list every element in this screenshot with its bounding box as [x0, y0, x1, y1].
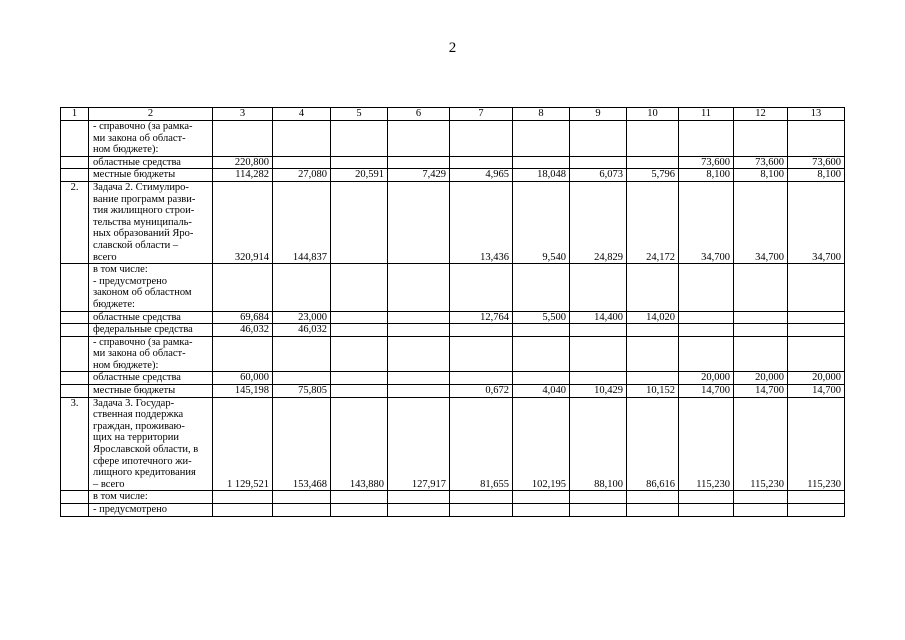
value-cell: 10,429 — [570, 385, 627, 398]
row-description: - справочно (за рамка- ми закона об област- ном бюджете): — [89, 336, 213, 372]
value-cell — [513, 504, 570, 517]
value-cell — [679, 336, 734, 372]
table-row — [61, 264, 845, 311]
value-cell: 143,880 — [331, 397, 388, 491]
value-cell — [513, 324, 570, 337]
value-cell: 153,468 — [273, 397, 331, 491]
value-cell — [627, 156, 679, 169]
value-cell: 20,000 — [734, 372, 788, 385]
value-cell — [627, 121, 679, 157]
value-cell — [213, 336, 273, 372]
value-cell — [331, 264, 388, 311]
value-cell — [450, 156, 513, 169]
value-cell — [513, 491, 570, 504]
value-cell — [331, 372, 388, 385]
column-header: 2 — [89, 108, 213, 121]
row-description: областные средства — [89, 372, 213, 385]
value-cell — [513, 372, 570, 385]
value-cell — [388, 336, 450, 372]
budget-table — [60, 107, 845, 517]
value-cell: 34,700 — [734, 181, 788, 263]
value-cell — [331, 336, 388, 372]
value-cell — [788, 121, 845, 157]
value-cell: 34,700 — [679, 181, 734, 263]
column-header: 9 — [570, 108, 627, 121]
value-cell: 14,020 — [627, 311, 679, 324]
table-row — [61, 397, 845, 491]
value-cell: 5,796 — [627, 169, 679, 182]
value-cell — [388, 324, 450, 337]
value-cell — [388, 504, 450, 517]
value-cell — [273, 504, 331, 517]
row-number — [61, 311, 89, 324]
value-cell — [734, 491, 788, 504]
column-header: 1 — [61, 108, 89, 121]
value-cell — [388, 121, 450, 157]
row-number — [61, 491, 89, 504]
value-cell — [788, 491, 845, 504]
value-cell: 88,100 — [570, 397, 627, 491]
value-cell: 220,800 — [213, 156, 273, 169]
value-cell: 34,700 — [788, 181, 845, 263]
value-cell — [388, 372, 450, 385]
value-cell — [273, 264, 331, 311]
value-cell — [788, 324, 845, 337]
value-cell — [627, 336, 679, 372]
value-cell — [450, 336, 513, 372]
value-cell: 115,230 — [788, 397, 845, 491]
value-cell: 9,540 — [513, 181, 570, 263]
value-cell — [331, 324, 388, 337]
row-number — [61, 169, 89, 182]
value-cell — [570, 504, 627, 517]
value-cell: 145,198 — [213, 385, 273, 398]
column-header: 6 — [388, 108, 450, 121]
column-header: 4 — [273, 108, 331, 121]
column-header: 10 — [627, 108, 679, 121]
value-cell — [331, 181, 388, 263]
value-cell: 7,429 — [388, 169, 450, 182]
row-number — [61, 336, 89, 372]
value-cell: 73,600 — [734, 156, 788, 169]
row-description: областные средства — [89, 156, 213, 169]
value-cell — [273, 372, 331, 385]
value-cell — [331, 121, 388, 157]
row-description: - предусмотрено — [89, 504, 213, 517]
value-cell: 14,700 — [734, 385, 788, 398]
value-cell — [331, 385, 388, 398]
value-cell: 102,195 — [513, 397, 570, 491]
value-cell — [273, 336, 331, 372]
value-cell — [679, 491, 734, 504]
value-cell — [273, 156, 331, 169]
value-cell: 24,172 — [627, 181, 679, 263]
value-cell — [788, 336, 845, 372]
value-cell: 115,230 — [734, 397, 788, 491]
value-cell — [213, 504, 273, 517]
column-header: 12 — [734, 108, 788, 121]
value-cell — [570, 336, 627, 372]
value-cell: 60,000 — [213, 372, 273, 385]
value-cell — [513, 156, 570, 169]
value-cell: 5,500 — [513, 311, 570, 324]
row-number: 3. — [61, 397, 89, 491]
row-number: 2. — [61, 181, 89, 263]
value-cell: 18,048 — [513, 169, 570, 182]
value-cell — [450, 491, 513, 504]
value-cell — [627, 491, 679, 504]
value-cell — [331, 156, 388, 169]
value-cell — [570, 491, 627, 504]
value-cell — [450, 324, 513, 337]
value-cell — [273, 121, 331, 157]
value-cell — [213, 264, 273, 311]
value-cell: 20,000 — [679, 372, 734, 385]
table-row — [61, 336, 845, 372]
value-cell — [788, 504, 845, 517]
value-cell — [213, 121, 273, 157]
value-cell — [627, 324, 679, 337]
value-cell — [788, 264, 845, 311]
table-header-row — [61, 108, 845, 121]
table-row — [61, 491, 845, 504]
row-number — [61, 372, 89, 385]
value-cell — [331, 491, 388, 504]
row-number — [61, 121, 89, 157]
row-description: Задача 3. Государ- ственная поддержка граждан, проживаю- щих на территории Ярославской области, в сфере ипотечного жи- лищного кредитования – всего — [89, 397, 213, 491]
value-cell: 8,100 — [734, 169, 788, 182]
value-cell: 75,805 — [273, 385, 331, 398]
value-cell — [734, 504, 788, 517]
value-cell: 69,684 — [213, 311, 273, 324]
row-number — [61, 264, 89, 311]
value-cell: 114,282 — [213, 169, 273, 182]
value-cell — [388, 491, 450, 504]
table-row — [61, 504, 845, 517]
value-cell — [213, 491, 273, 504]
table-row — [61, 156, 845, 169]
value-cell: 6,073 — [570, 169, 627, 182]
value-cell — [788, 311, 845, 324]
table-row — [61, 385, 845, 398]
value-cell: 73,600 — [679, 156, 734, 169]
value-cell — [734, 324, 788, 337]
row-description: областные средства — [89, 311, 213, 324]
value-cell: 13,436 — [450, 181, 513, 263]
value-cell — [627, 504, 679, 517]
row-description: местные бюджеты — [89, 169, 213, 182]
value-cell — [679, 324, 734, 337]
value-cell: 24,829 — [570, 181, 627, 263]
row-description: - справочно (за рамка- ми закона об област- ном бюджете): — [89, 121, 213, 157]
column-header: 11 — [679, 108, 734, 121]
value-cell: 115,230 — [679, 397, 734, 491]
value-cell — [450, 121, 513, 157]
column-header: 3 — [213, 108, 273, 121]
value-cell — [570, 324, 627, 337]
column-header: 13 — [788, 108, 845, 121]
value-cell — [388, 385, 450, 398]
row-description: в том числе: — [89, 491, 213, 504]
value-cell — [450, 504, 513, 517]
column-header: 7 — [450, 108, 513, 121]
value-cell — [331, 311, 388, 324]
value-cell: 8,100 — [788, 169, 845, 182]
value-cell: 20,591 — [331, 169, 388, 182]
value-cell: 27,080 — [273, 169, 331, 182]
value-cell — [388, 264, 450, 311]
value-cell: 8,100 — [679, 169, 734, 182]
value-cell: 14,700 — [788, 385, 845, 398]
value-cell: 4,040 — [513, 385, 570, 398]
row-description: в том числе: - предусмотрено законом об областном бюджете: — [89, 264, 213, 311]
value-cell: 1 129,521 — [213, 397, 273, 491]
value-cell: 46,032 — [273, 324, 331, 337]
value-cell: 86,616 — [627, 397, 679, 491]
value-cell: 144,837 — [273, 181, 331, 263]
value-cell — [388, 156, 450, 169]
value-cell: 4,965 — [450, 169, 513, 182]
table-row — [61, 372, 845, 385]
value-cell — [679, 264, 734, 311]
value-cell — [734, 264, 788, 311]
value-cell: 46,032 — [213, 324, 273, 337]
row-number — [61, 385, 89, 398]
row-number — [61, 156, 89, 169]
value-cell: 10,152 — [627, 385, 679, 398]
value-cell — [570, 264, 627, 311]
value-cell — [570, 372, 627, 385]
row-number — [61, 504, 89, 517]
table-row — [61, 324, 845, 337]
column-header: 8 — [513, 108, 570, 121]
value-cell — [734, 121, 788, 157]
value-cell — [679, 504, 734, 517]
value-cell: 12,764 — [450, 311, 513, 324]
value-cell — [450, 264, 513, 311]
value-cell: 0,672 — [450, 385, 513, 398]
table-row — [61, 169, 845, 182]
row-description: федеральные средства — [89, 324, 213, 337]
value-cell — [627, 264, 679, 311]
value-cell — [734, 336, 788, 372]
value-cell: 23,000 — [273, 311, 331, 324]
table-row — [61, 181, 845, 263]
value-cell — [679, 121, 734, 157]
row-description: Задача 2. Стимулиро- вание программ разви- тия жилищного строи- тельства муниципаль- ных образований Яро- славской области – всего — [89, 181, 213, 263]
value-cell — [450, 372, 513, 385]
value-cell: 127,917 — [388, 397, 450, 491]
value-cell — [513, 264, 570, 311]
row-number — [61, 324, 89, 337]
value-cell — [513, 336, 570, 372]
value-cell — [273, 491, 331, 504]
value-cell — [627, 372, 679, 385]
page-number: 2 — [448, 40, 457, 56]
value-cell — [513, 121, 570, 157]
value-cell: 14,400 — [570, 311, 627, 324]
value-cell — [388, 311, 450, 324]
value-cell: 20,000 — [788, 372, 845, 385]
value-cell: 14,700 — [679, 385, 734, 398]
table-body — [61, 108, 845, 517]
table-row — [61, 121, 845, 157]
value-cell: 73,600 — [788, 156, 845, 169]
value-cell — [388, 181, 450, 263]
column-header: 5 — [331, 108, 388, 121]
value-cell: 320,914 — [213, 181, 273, 263]
value-cell — [570, 121, 627, 157]
value-cell — [679, 311, 734, 324]
row-description: местные бюджеты — [89, 385, 213, 398]
table-row — [61, 311, 845, 324]
value-cell — [331, 504, 388, 517]
value-cell — [734, 311, 788, 324]
value-cell: 81,655 — [450, 397, 513, 491]
value-cell — [570, 156, 627, 169]
